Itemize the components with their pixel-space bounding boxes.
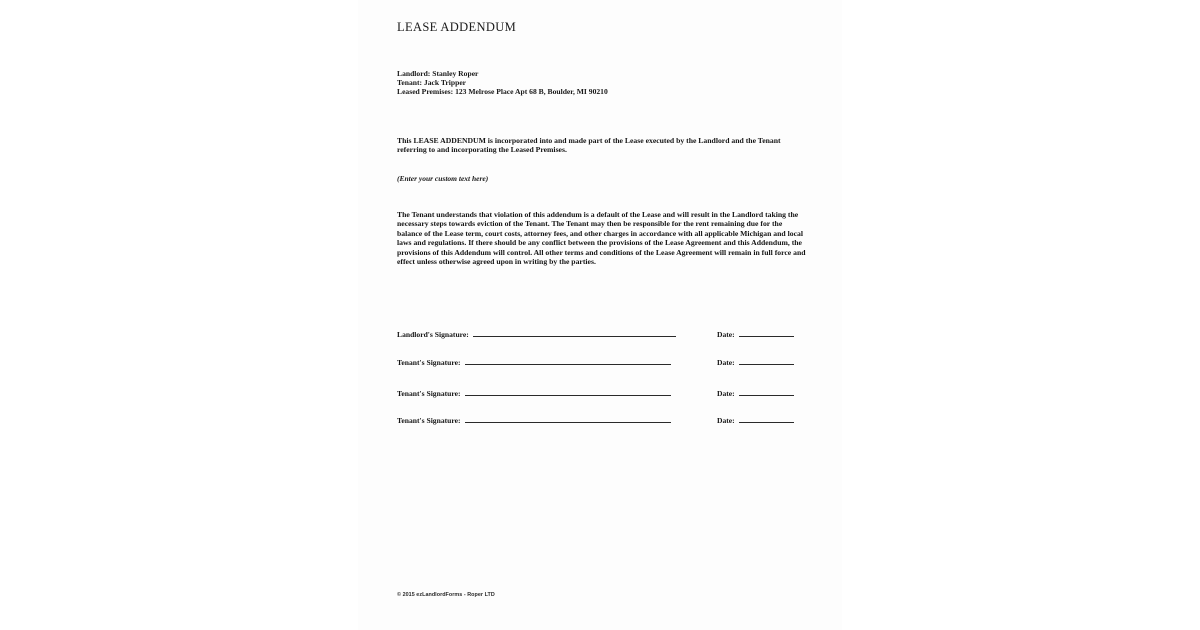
tenant-2-date-line[interactable]: [739, 389, 794, 396]
tenant-3-date-field[interactable]: [717, 416, 794, 425]
landlord-signature-line[interactable]: [473, 330, 676, 337]
tenant-3-date-label: Date:: [717, 416, 735, 425]
tenant-2-date-label: Date:: [717, 388, 735, 398]
tenant-1-signature-label: Tenant's Signature:: [397, 357, 461, 367]
page-title: LEASE ADDENDUM: [397, 20, 517, 34]
signature-row-landlord: [397, 330, 809, 358]
tenant-1-signature-field[interactable]: [397, 358, 671, 367]
landlord-signature-field[interactable]: [397, 330, 676, 339]
party-info-block: [397, 69, 809, 97]
tenant-1-signature-line[interactable]: [465, 358, 671, 365]
tenant-1-date-field[interactable]: [717, 358, 794, 367]
landlord-date-field[interactable]: [717, 330, 794, 339]
signature-row-tenant-1: [397, 358, 809, 389]
tenant-line: Tenant: Jack Tripper: [397, 78, 467, 88]
signature-row-tenant-2: [397, 389, 809, 417]
body-paragraph: The Tenant understands that violation of this addendum is a default of the Lease and will result in the Landlord taking the necessary steps towards eviction of the Tenant. The Tenant may then be responsible for the rent remaining due for the balance of the Lease term, court costs, attorney fees, and other charges in accordance with all applicable Michigan and local laws and regulations. If there should be any conflict between the provisions of the Lease Agreement and this Addendum, the provisions of this Addendum will control. All other terms and conditions of the Lease Agreement will remain in full force and effect unless otherwise agreed upon in writing by the parties.: [397, 210, 806, 267]
tenant-3-date-line[interactable]: [739, 416, 794, 423]
signature-row-tenant-3: [397, 416, 809, 444]
tenant-2-signature-line[interactable]: [465, 389, 671, 396]
tenant-2-signature-field[interactable]: [397, 389, 671, 398]
custom-text-placeholder: (Enter your custom text here): [397, 174, 489, 183]
tenant-3-signature-label: Tenant's Signature:: [397, 416, 461, 425]
footer-copyright: © 2015 ezLandlordForms - Roper LTD: [397, 592, 495, 598]
intro-paragraph: This LEASE ADDENDUM is incorporated into and made part of the Lease executed by the Landlord and the Tenant referring to and incorporating the Leased Premises.: [397, 136, 781, 155]
landlord-date-line[interactable]: [739, 330, 794, 337]
tenant-1-date-label: Date:: [717, 357, 735, 367]
tenant-1-date-line[interactable]: [739, 358, 794, 365]
signature-section: [397, 330, 809, 444]
tenant-3-signature-field[interactable]: [397, 416, 671, 425]
page-content: [397, 0, 809, 630]
landlord-line: Landlord: Stanley Roper: [397, 69, 479, 78]
tenant-2-signature-label: Tenant's Signature:: [397, 388, 461, 398]
landlord-signature-label: Landlord's Signature:: [397, 330, 469, 339]
tenant-3-signature-line[interactable]: [465, 416, 671, 423]
tenant-2-date-field[interactable]: [717, 389, 794, 398]
leased-premises-line: Leased Premises: 123 Melrose Place Apt 68 B, Boulder, MI 90210: [397, 87, 608, 97]
landlord-date-label: Date:: [717, 330, 735, 339]
document-page: [358, 0, 842, 630]
